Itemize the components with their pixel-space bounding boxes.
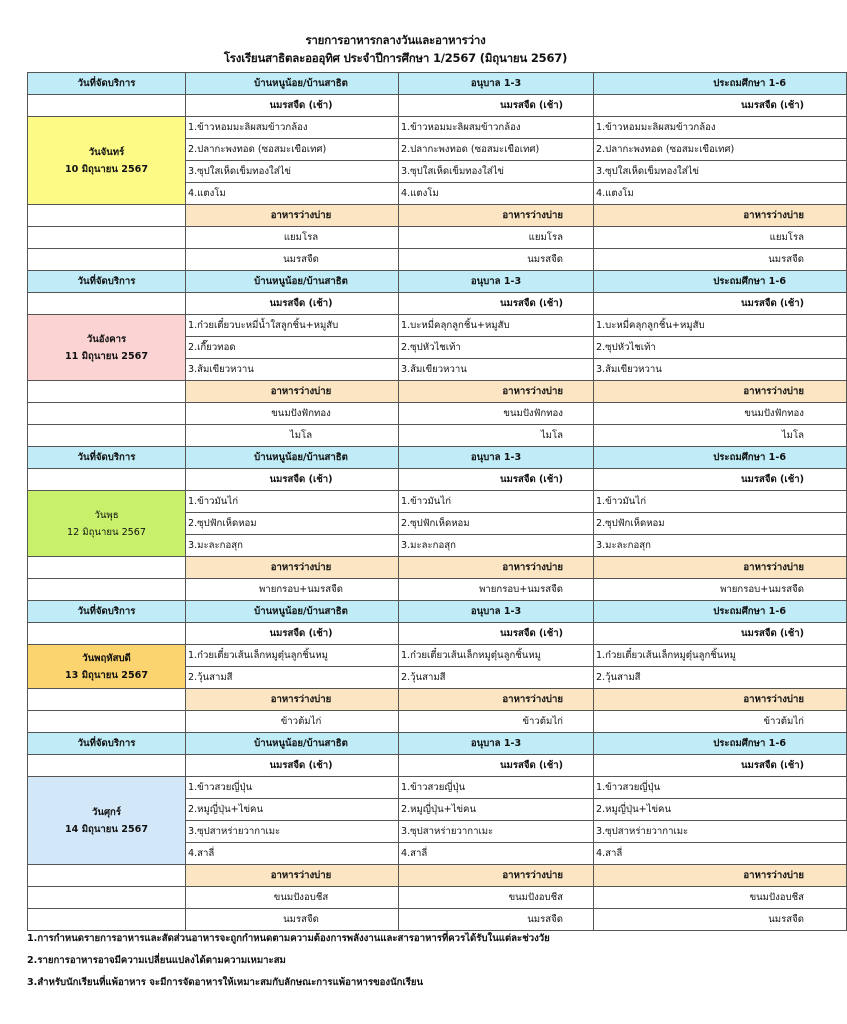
blank-cell [28,425,186,447]
snack-item: ขนมปังฟักทอง [399,403,594,425]
blank-cell [28,755,186,777]
menu-title: รายการอาหารกลางวันและอาหารว่าง [305,33,486,47]
snack-label-primary: อาหารว่างบ่าย [594,557,847,579]
menu-item: 3.ส้มเขียวหวาน [186,359,399,381]
blank-cell [28,249,186,271]
menu-item: 4.แตงโม [594,183,847,205]
day-header-row [28,447,847,469]
day-date: 13 มิถุนายน 2567 [65,669,148,681]
col-header-nursery: บ้านหนูน้อย/บ้านสาธิต [186,447,399,469]
menu-item: 1.ข้าวมันไก่ [186,491,399,513]
col-header-primary: ประถมศึกษา 1-6 [594,73,847,95]
col-header-nursery: บ้านหนูน้อย/บ้านสาธิต [186,733,399,755]
snack-item: ขนมปังอบชีส [186,887,399,909]
menu-item: 2.ปลากะพงทอด (ซอสมะเขือเทศ) [594,139,847,161]
snack-item: พายกรอบ+นมรสจืด [594,579,847,601]
menu-item: 1.ข้าวมันไก่ [399,491,594,513]
menu-item: 4.สาลี่ [186,843,399,865]
menu-item: 3.มะละกอสุก [399,535,594,557]
menu-item-row [28,117,847,139]
day-name: วันอังคาร [86,333,127,345]
snack-label-primary: อาหารว่างบ่าย [594,205,847,227]
menu-item: 2.ปลากะพงทอด (ซอสมะเขือเทศ) [399,139,594,161]
snack-label-row [28,865,847,887]
day-header-row [28,733,847,755]
milk-label-primary: นมรสจืด (เช้า) [594,623,847,645]
day-header-row [28,73,847,95]
snack-item: นมรสจืด [594,249,847,271]
menu-item-row [28,491,847,513]
snack-item: ข้าวต้มไก่ [186,711,399,733]
school-title: โรงเรียนสาธิตละอออุทิศ ประจำปีการศึกษา 1/2567 (มิถุนายน 2567) [223,51,568,65]
snack-item: นมรสจืด [186,249,399,271]
blank-cell [28,227,186,249]
snack-label-kindergarten: อาหารว่างบ่าย [399,205,594,227]
menu-item: 3.ซุปใสเห็ดเข็มทองใส่ไข่ [186,161,399,183]
milk-row [28,95,847,117]
blank-cell [28,293,186,315]
snack-label-primary: อาหารว่างบ่าย [594,865,847,887]
milk-label-nursery: นมรสจืด (เช้า) [186,755,399,777]
blank-cell [28,623,186,645]
menu-item: 1.ข้าวหอมมะลิผสมข้าวกล้อง [594,117,847,139]
menu-item: 1.ข้าวสวยญี่ปุ่น [399,777,594,799]
note-1: 1.การกำหนดรายการอาหารและสัดส่วนอาหารจะถูกกำหนดตามความต้องการพลังงานและสารอาหารที่ควรได้รับในแต่ละช่วงวัย [27,933,550,944]
snack-label-row [28,689,847,711]
menu-item: 3.ส้มเขียวหวาน [594,359,847,381]
note-2: 2.รายการอาหารอาจมีความเปลี่ยนแปลงได้ตามความเหมาะสม [27,955,286,966]
milk-label-nursery: นมรสจืด (เช้า) [186,293,399,315]
milk-label-nursery: นมรสจืด (เช้า) [186,95,399,117]
col-header-kindergarten: อนุบาล 1-3 [399,733,594,755]
menu-item: 3.มะละกอสุก [594,535,847,557]
milk-label-primary: นมรสจืด (เช้า) [594,95,847,117]
snack-label-kindergarten: อาหารว่างบ่าย [399,865,594,887]
snack-row [28,425,847,447]
day-cell [28,491,186,557]
day-cell [28,645,186,689]
menu-item: 4.แตงโม [399,183,594,205]
snack-label-nursery: อาหารว่างบ่าย [186,865,399,887]
snack-item: นมรสจืด [186,909,399,931]
col-header-primary: ประถมศึกษา 1-6 [594,447,847,469]
snack-label-kindergarten: อาหารว่างบ่าย [399,689,594,711]
snack-item: พายกรอบ+นมรสจืด [399,579,594,601]
milk-label-nursery: นมรสจืด (เช้า) [186,469,399,491]
col-header-primary: ประถมศึกษา 1-6 [594,733,847,755]
menu-item: 1.ข้าวมันไก่ [594,491,847,513]
snack-label-row [28,557,847,579]
menu-item: 1.ก๋วยเตี๋ยวเส้นเล็กหมูตุ๋นลูกชิ้นหมู [186,645,399,667]
blank-cell [28,865,186,887]
day-cell [28,777,186,865]
menu-item: 3.ส้มเขียวหวาน [399,359,594,381]
menu-item: 3.ซุปสาหร่ายวากาเมะ [186,821,399,843]
snack-row [28,711,847,733]
milk-row [28,469,847,491]
snack-item: ไมโล [399,425,594,447]
day-name: วันพุธ [94,509,119,521]
blank-cell [28,381,186,403]
day-cell [28,117,186,205]
snack-item: ไมโล [186,425,399,447]
snack-label-kindergarten: อาหารว่างบ่าย [399,557,594,579]
milk-label-kindergarten: นมรสจืด (เช้า) [399,469,594,491]
snack-row [28,909,847,931]
menu-item: 1.ข้าวหอมมะลิผสมข้าวกล้อง [186,117,399,139]
milk-row [28,623,847,645]
snack-row [28,403,847,425]
blank-cell [28,95,186,117]
snack-label-primary: อาหารว่างบ่าย [594,689,847,711]
snack-row [28,887,847,909]
menu-item: 2.วุ้นสามสี [186,667,399,689]
snack-item: นมรสจืด [594,909,847,931]
service-day-header: วันที่จัดบริการ [28,601,186,623]
blank-cell [28,403,186,425]
blank-cell [28,689,186,711]
menu-item: 2.ปลากะพงทอด (ซอสมะเขือเทศ) [186,139,399,161]
snack-item: นมรสจืด [399,249,594,271]
snack-item: ขนมปังฟักทอง [594,403,847,425]
service-day-header: วันที่จัดบริการ [28,733,186,755]
menu-item: 3.ซุปใสเห็ดเข็มทองใส่ไข่ [594,161,847,183]
menu-item: 3.มะละกอสุก [186,535,399,557]
snack-row [28,227,847,249]
menu-item: 2.เกี๊ยวทอด [186,337,399,359]
menu-item: 4.แตงโม [186,183,399,205]
blank-cell [28,909,186,931]
day-date: 10 มิถุนายน 2567 [65,163,148,175]
menu-item: 2.วุ้นสามสี [399,667,594,689]
menu-item: 2.ซุปหัวไชเท้า [399,337,594,359]
snack-label-nursery: อาหารว่างบ่าย [186,381,399,403]
col-header-kindergarten: อนุบาล 1-3 [399,447,594,469]
snack-row [28,579,847,601]
menu-item: 1.ก๋วยเตี๋ยวเส้นเล็กหมูตุ๋นลูกชิ้นหมู [399,645,594,667]
menu-item: 1.บะหมี่คลุกลูกชิ้น+หมูสับ [594,315,847,337]
milk-label-kindergarten: นมรสจืด (เช้า) [399,755,594,777]
menu-item: 2.หมูญี่ปุ่น+ไข่คน [399,799,594,821]
blank-cell [28,711,186,733]
snack-label-row [28,381,847,403]
menu-item: 2.ซุปฟักเห็ดหอม [399,513,594,535]
menu-item: 3.ซุปสาหร่ายวากาเมะ [399,821,594,843]
col-header-primary: ประถมศึกษา 1-6 [594,601,847,623]
col-header-kindergarten: อนุบาล 1-3 [399,601,594,623]
snack-label-kindergarten: อาหารว่างบ่าย [399,381,594,403]
menu-item: 1.บะหมี่คลุกลูกชิ้น+หมูสับ [399,315,594,337]
day-cell [28,315,186,381]
snack-item: แยมโรล [594,227,847,249]
snack-item: แยมโรล [399,227,594,249]
snack-item: แยมโรล [186,227,399,249]
snack-label-nursery: อาหารว่างบ่าย [186,689,399,711]
milk-row [28,755,847,777]
snack-item: ข้าวต้มไก่ [399,711,594,733]
milk-row [28,293,847,315]
day-date: 12 มิถุนายน 2567 [67,526,146,538]
day-name: วันศุกร์ [92,806,121,818]
menu-table [27,72,847,931]
service-day-header: วันที่จัดบริการ [28,447,186,469]
menu-item: 3.ซุปใสเห็ดเข็มทองใส่ไข่ [399,161,594,183]
menu-item: 2.ซุปฟักเห็ดหอม [186,513,399,535]
snack-item: ขนมปังอบชีส [399,887,594,909]
snack-label-nursery: อาหารว่างบ่าย [186,557,399,579]
menu-item: 1.ข้าวสวยญี่ปุ่น [186,777,399,799]
snack-item: พายกรอบ+นมรสจืด [186,579,399,601]
snack-label-nursery: อาหารว่างบ่าย [186,205,399,227]
menu-item: 2.หมูญี่ปุ่น+ไข่คน [186,799,399,821]
milk-label-primary: นมรสจืด (เช้า) [594,293,847,315]
snack-item: นมรสจืด [399,909,594,931]
blank-cell [28,579,186,601]
menu-item: 4.สาลี่ [594,843,847,865]
col-header-kindergarten: อนุบาล 1-3 [399,73,594,95]
snack-item: ข้าวต้มไก่ [594,711,847,733]
blank-cell [28,557,186,579]
day-date: 11 มิถุนายน 2567 [65,350,148,362]
service-day-header: วันที่จัดบริการ [28,271,186,293]
menu-item: 3.ซุปสาหร่ายวากาเมะ [594,821,847,843]
milk-label-kindergarten: นมรสจืด (เช้า) [399,623,594,645]
milk-label-primary: นมรสจืด (เช้า) [594,755,847,777]
snack-item: ขนมปังอบชีส [594,887,847,909]
snack-item: ขนมปังฟักทอง [186,403,399,425]
blank-cell [28,205,186,227]
menu-item: 2.ซุปหัวไชเท้า [594,337,847,359]
col-header-nursery: บ้านหนูน้อย/บ้านสาธิต [186,73,399,95]
menu-item: 1.ข้าวสวยญี่ปุ่น [594,777,847,799]
menu-item: 2.หมูญี่ปุ่น+ไข่คน [594,799,847,821]
day-name: วันพฤหัสบดี [82,652,131,664]
menu-item: 1.ข้าวหอมมะลิผสมข้าวกล้อง [399,117,594,139]
snack-row [28,249,847,271]
snack-label-primary: อาหารว่างบ่าย [594,381,847,403]
blank-cell [28,887,186,909]
day-name: วันจันทร์ [88,146,125,158]
col-header-nursery: บ้านหนูน้อย/บ้านสาธิต [186,271,399,293]
menu-item-row [28,315,847,337]
menu-item: 4.สาลี่ [399,843,594,865]
milk-label-kindergarten: นมรสจืด (เช้า) [399,293,594,315]
menu-item: 2.ซุปฟักเห็ดหอม [594,513,847,535]
col-header-kindergarten: อนุบาล 1-3 [399,271,594,293]
snack-label-row [28,205,847,227]
menu-item: 1.ก๋วยเตี๋ยวเส้นเล็กหมูตุ๋นลูกชิ้นหมู [594,645,847,667]
menu-item-row [28,777,847,799]
menu-item: 2.วุ้นสามสี [594,667,847,689]
service-day-header: วันที่จัดบริการ [28,73,186,95]
menu-item: 1.ก๋วยเตี๋ยวบะหมี่น้ำใสลูกชิ้น+หมูสับ [186,315,399,337]
menu-item-row [28,645,847,667]
note-3: 3.สำหรับนักเรียนที่แพ้อาหาร จะมีการจัดอาหารให้เหมาะสมกับลักษณะการแพ้อาหารของนักเรียน [27,977,424,988]
day-header-row [28,601,847,623]
day-header-row [28,271,847,293]
milk-label-nursery: นมรสจืด (เช้า) [186,623,399,645]
milk-label-primary: นมรสจืด (เช้า) [594,469,847,491]
milk-label-kindergarten: นมรสจืด (เช้า) [399,95,594,117]
day-date: 14 มิถุนายน 2567 [65,823,148,835]
blank-cell [28,469,186,491]
col-header-primary: ประถมศึกษา 1-6 [594,271,847,293]
col-header-nursery: บ้านหนูน้อย/บ้านสาธิต [186,601,399,623]
snack-item: ไมโล [594,425,847,447]
